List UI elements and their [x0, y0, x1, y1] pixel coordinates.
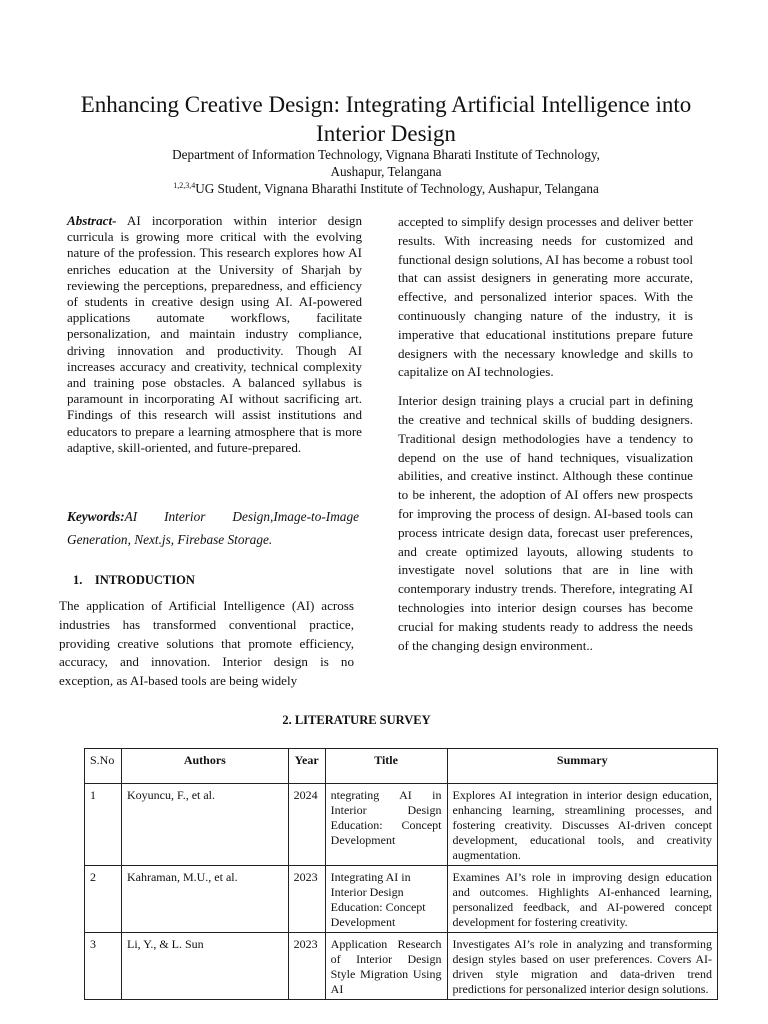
cell-title: Application Research of Interior Design Style Migration Using AI [325, 933, 447, 1000]
right-column [398, 213, 693, 665]
cell-authors: Koyuncu, F., et al. [121, 784, 288, 866]
cell-summary: Investigates AI’s role in analyzing and transforming design styles based on user preferences. Covers AI-driven style migration and data-driven trend predictions for personalized interior design solutions. [447, 933, 717, 1000]
paper-title: Enhancing Creative Design: Integrating Artificial Intelligence into Interior Design [80, 92, 692, 146]
affiliation-text: UG Student, Vignana Bharathi Institute of Technology, Aushapur, Telangana [195, 181, 599, 196]
cell-title: ntegrating AI in Interior Design Education: Concept Development [325, 784, 447, 866]
cell-summary: Explores AI integration in interior design education, enhancing learning, streamlining processes, and fostering creativity. Discusses AI-driven concept development, educational tools, and creativity augmentation. [447, 784, 717, 866]
body-paragraph: Interior design training plays a crucial part in defining the creative and technical skills of budding designers. Traditional design methodologies have a tendency to depend on the use of hand techniques, visualization abilities, and creative instinct. Although these continue to be inherent, the adoption of AI offers new prospects for improving the process of design. AI-based tools can process intricate design data, forecast user preferences, and create optimized layouts, allowing students to investigate novel solutions that are in line with contemporary industry trends. Therefore, integrating AI technologies into interior design courses has become crucial for making students ready to address the needs of the changing design environment.. [398, 393, 693, 653]
affiliation-line: Aushapur, Telangana [330, 164, 442, 179]
abstract-label: Abstract- [67, 213, 117, 228]
affiliation-line [60, 180, 712, 197]
cell-title: Integrating AI in Interior Design Education: Concept Development [325, 866, 447, 933]
header-summary: Summary [447, 749, 717, 784]
cell-year: 2024 [288, 784, 325, 866]
abstract [67, 213, 362, 456]
affiliation-line: Department of Information Technology, Vignana Bharati Institute of Technology, [172, 147, 600, 162]
keywords-text: AI Interior Design,Image-to-Image Generation, Next.js, Firebase Storage. [67, 509, 359, 547]
affiliation-block [60, 146, 712, 197]
introduction-heading: 1. INTRODUCTION [73, 573, 195, 587]
cell-authors: Li, Y., & L. Sun [121, 933, 288, 1000]
table-row [85, 866, 718, 933]
cell-year: 2023 [288, 933, 325, 1000]
table-header-row [85, 749, 718, 784]
cell-summary: Examines AI’s role in improving design education and outcomes. Highlights AI-enhanced learning, personalized feedback, and AI-powered concept development for fostering creativity. [447, 866, 717, 933]
keywords [67, 506, 359, 551]
cell-sno: 1 [85, 784, 122, 866]
header-authors: Authors [121, 749, 288, 784]
left-column [67, 213, 362, 456]
cell-authors: Kahraman, M.U., et al. [121, 866, 288, 933]
header-title: Title [325, 749, 447, 784]
body-paragraph: accepted to simplify design processes and deliver better results. With increasing needs for customized and functional design solutions, AI has become a robust tool that can assist designers in generating more accurate, effective, and personalized interior spaces. With the continuously changing nature of the industry, it is imperative that educational institutions prepare future designers with the necessary knowledge and skills to capitalize on AI technologies. [398, 214, 693, 380]
header-year: Year [288, 749, 325, 784]
table-row [85, 933, 718, 1000]
introduction-paragraph: The application of Artificial Intelligence (AI) across industries has transformed conventional practice, providing creative solutions that promote efficiency, accuracy, and innovation. Interior design is no exception, as AI-based tools are being widely [59, 598, 354, 689]
cell-year: 2023 [288, 866, 325, 933]
keywords-label: Keywords: [67, 509, 125, 524]
literature-table [84, 748, 718, 1000]
cell-sno: 3 [85, 933, 122, 1000]
abstract-text: AI incorporation within interior design curricula is growing more critical with the evolving nature of the profession. This research explores how AI enriches education at the University of Sharjah by reviewing the perceptions, preparedness, and efficiency of students in creative design using AI. AI-powered applications automate workflows, facilitate personalization, and maintain industry compliance, driving innovation and productivity. Though AI increases accuracy and creativity, technical complexity and training pose obstacles. A balanced syllabus is paramount in incorporating AI without sacrificing art. Findings of this research will assist institutions and educators to prepare a learning atmosphere that is more adaptive, skill-oriented, and future-prepared. [67, 213, 362, 455]
cell-sno: 2 [85, 866, 122, 933]
author-superscript: 1,2,3,4 [173, 181, 196, 190]
table-row [85, 784, 718, 866]
literature-survey-heading: 2. LITERATURE SURVEY [282, 713, 431, 727]
header-sno: S.No [85, 749, 122, 784]
